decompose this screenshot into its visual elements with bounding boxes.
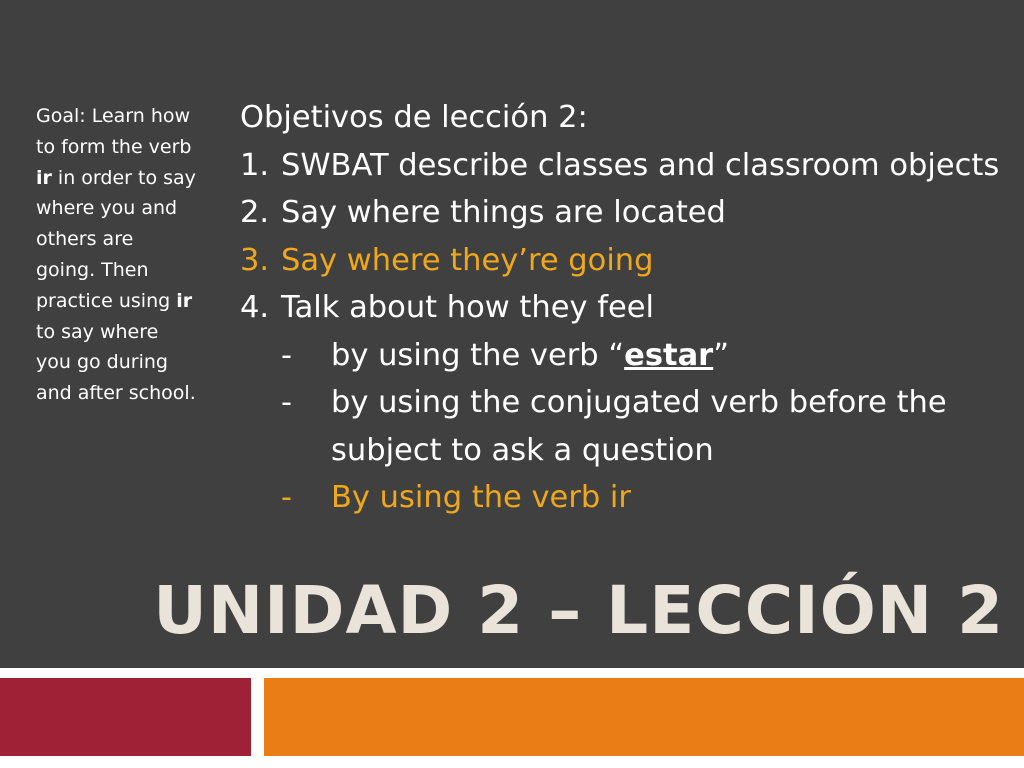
- accent-bar-orange: [264, 678, 1024, 756]
- subitem-text: By using the verb ir: [331, 480, 631, 515]
- goal-note: [36, 101, 196, 409]
- subitem-suffix: ”: [713, 337, 730, 373]
- goal-verb-ir: ir: [176, 289, 193, 312]
- objective-number: 2.: [240, 195, 270, 230]
- objectives-list: [240, 94, 1010, 522]
- accent-bar-red: [0, 678, 251, 756]
- subitem-text: [331, 332, 1010, 380]
- objective-text: Talk about how they feel: [281, 290, 654, 325]
- goal-text-part: Goal: Learn how to form the verb: [36, 105, 192, 158]
- goal-text-part: in order to say where you and others are going. Then practice using: [36, 166, 196, 312]
- objective-text: Say where they’re going: [281, 242, 654, 278]
- objective-number: 3.: [240, 242, 270, 278]
- dash-bullet: -: [281, 480, 293, 515]
- dash-bullet: -: [281, 385, 293, 420]
- objective-subitem: [240, 379, 1010, 474]
- objective-item-highlighted: [240, 237, 1010, 285]
- objective-text: SWBAT describe classes and classroom objects: [281, 147, 1000, 183]
- objective-number: 4.: [240, 290, 270, 325]
- objective-subitem-highlighted: [240, 474, 1010, 522]
- objective-item: [240, 189, 1010, 237]
- objective-subitem: [240, 332, 1010, 380]
- slide-title: UNIDAD 2 – LECCIÓN 2: [153, 572, 1004, 649]
- subitem-prefix: by using the verb “: [331, 337, 625, 373]
- objective-number: 1.: [240, 147, 270, 183]
- verb-estar: estar: [624, 337, 714, 373]
- objective-text: Say where things are located: [281, 195, 726, 230]
- dash-bullet: -: [281, 337, 293, 373]
- objective-item: [240, 142, 1010, 190]
- objective-item: [240, 284, 1010, 332]
- subitem-text: by using the conjugated verb before the subject to ask a question: [331, 385, 947, 468]
- goal-verb-ir: ir: [36, 166, 52, 189]
- objectives-heading: Objetivos de lección 2:: [240, 100, 588, 135]
- goal-text-part: to say where you go during and after school.: [36, 320, 196, 405]
